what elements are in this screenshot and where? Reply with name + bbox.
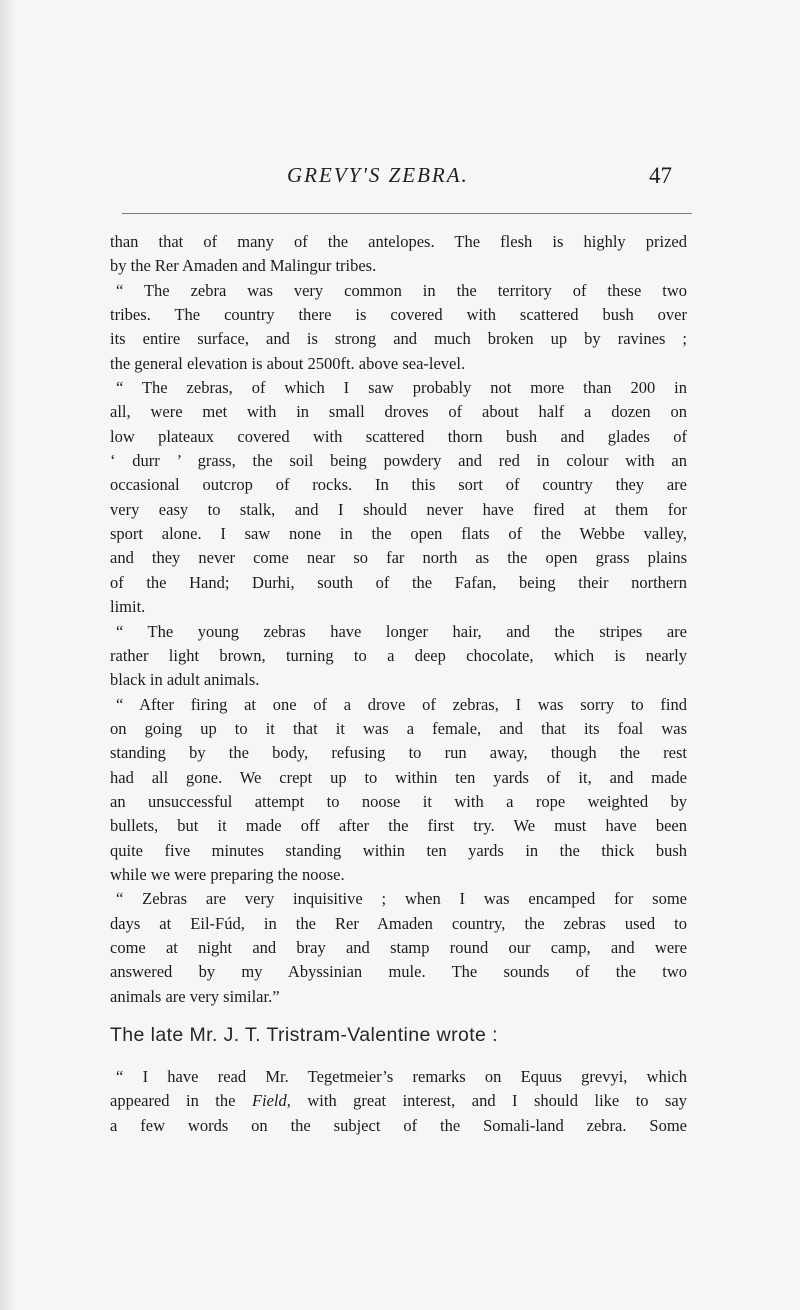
page-number: 47 [649,163,672,188]
text-line: an unsuccessful attempt to noose it with a rope weighted by [110,791,687,811]
text-line: on going up to it that it was a female, and that its foal was [110,718,687,738]
text-line: “ I have read Mr. Tegetmeier’s remarks on Equus grevyi, which [116,1067,687,1086]
text-line: while we were preparing the noose. [110,864,345,884]
text-line: all, were met with in small droves of about half a dozen on [110,402,687,422]
text-line: “ The zebra was very common in the territory of these two [116,280,687,300]
text-line: occasional outcrop of rocks. In this sort of country they are [110,475,687,495]
text-line: quite five minutes standing within ten yards in the thick bush [110,840,687,860]
page-header [110,163,686,195]
text-line: by the Rer Amaden and Malingur tribes. [110,256,377,276]
text-line: limit. [110,597,146,617]
text-line-with-italic [110,1089,687,1113]
text-line: its entire surface, and is strong and much broken up by ravines ; [110,329,687,349]
italic-title: Field, [251,1091,291,1111]
text-line: answered by my Abyssinian mule. The sounds of the two [110,962,687,982]
text-line: sport alone. I saw none in the open flats of the Webbe valley, [110,524,687,544]
text-line: standing by the body, refusing to run away, though the rest [110,743,687,763]
text-line: “ Zebras are very inquisitive ; when I was encamped for some [116,889,687,909]
text-line: “ After firing at one of a drove of zebras, I was sorry to find [116,694,687,714]
header-rule [122,213,692,214]
text-line: bullets, but it made off after the first try. We must have been [110,816,687,836]
running-head: GREVY'S ZEBRA. [287,163,469,187]
text-line: and they never come near so far north as the open grass plains [110,548,687,568]
body-text [110,230,687,1138]
text-line: tribes. The country there is covered with scattered bush over [110,305,687,325]
text-line: ‘ durr ’ grass, the soil being powdery and red in colour with an [110,451,687,471]
text-line: the general elevation is about 2500ft. above sea-level. [110,353,466,373]
text-line: than that of many of the antelopes. The flesh is highly prized [110,232,687,251]
text-fragment: appeared in the [110,1091,252,1111]
text-line: “ The zebras, of which I saw probably not more than 200 in [116,378,687,398]
page-edge-shadow [0,0,16,1310]
text-line: “ The young zebras have longer hair, and the stripes are [116,621,687,641]
text-line: black in adult animals. [110,670,260,690]
text-line: of the Hand; Durhi, south of the Fafan, being their northern [110,572,687,592]
text-line: rather light brown, turning to a deep chocolate, which is nearly [110,645,687,665]
text-line: a few words on the subject of the Somali-land zebra. Some [110,1115,687,1135]
text-line: had all gone. We crept up to within ten yards of it, and made [110,767,687,787]
text-line: days at Eil-Fúd, in the Rer Amaden country, the zebras used to [110,913,687,933]
text-line: low plateaux covered with scattered thorn bush and glades of [110,426,687,446]
text-line: animals are very similar.” [110,986,280,1006]
section-heading: The late Mr. J. T. Tristram-Valentine wrote : [110,1024,498,1046]
text-fragment: with great interest, and I should like to say [290,1091,687,1111]
text-line: come at night and bray and stamp round our camp, and were [110,937,687,957]
text-line: very easy to stalk, and I should never have fired at them for [110,499,687,519]
